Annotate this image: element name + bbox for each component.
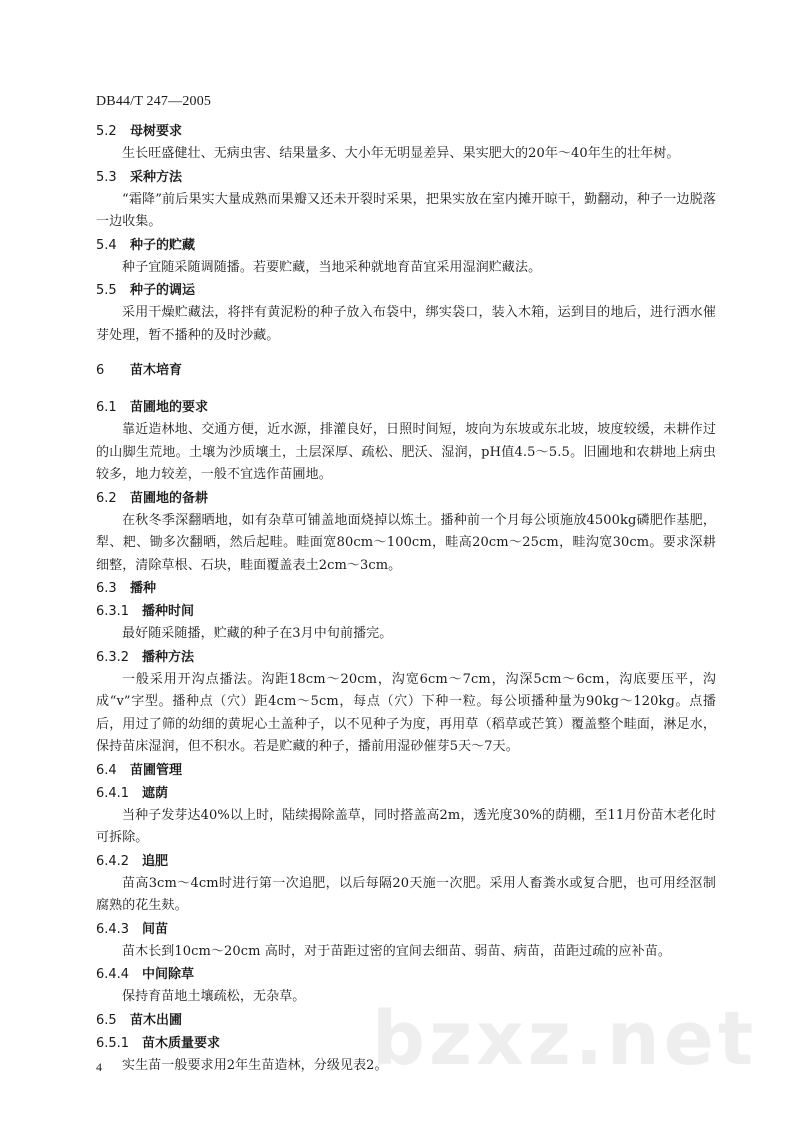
section-heading [96,646,716,669]
section-paragraph: “霜降”前后果实大量成熟而果瓣又还未开裂时采果，把果实放在室内摊开晾干，勤翻动，种子一边脱落一边收集。 [96,191,716,229]
section-title: 母树要求 [130,124,183,139]
section-heading [96,850,716,873]
section-number: 6.3 [96,581,117,596]
section-heading [96,487,716,510]
section-paragraph: 实生苗一般要求用2年生苗造林，分级见表2。 [122,1057,388,1073]
section-paragraph: 在秋冬季深翻晒地，如有杂草可铺盖地面烧掉以炼土。播种前一个月每公顷施放4500kg磷肥作基肥，犁、耙、锄多次翻晒，然后起畦。畦面宽80cm～100cm，畦高20cm～25cm，畦沟宽30cm。要求深耕细整，清除草根、石块，畦面覆盖表土2cm～3cm。 [96,512,716,573]
section-paragraph: 当种子发芽达40%以上时，陆续揭除盖草，同时搭盖高2m，透光度30%的荫棚，至11月份苗木老化时可拆除。 [96,807,716,845]
section-paragraph: 一般采用开沟点播法。沟距18cm～20cm，沟宽6cm～7cm，沟深5cm～6cm，沟底要压平，沟成“v”字型。播种点（穴）距4cm～5cm，每点（穴）下种一粒。每公顷播种量为90kg～120kg。点播后，用过了筛的幼细的黄坭心土盖种子，以不见种子为度，再用草（稻草或芒箕）覆盖整个畦面，淋足水，保持苗床湿润，但不积水。若是贮藏的种子，播前用湿砂催芽5天～7天。 [96,671,716,754]
section-heading [96,359,716,382]
section-number: 6.1 [96,400,117,415]
section-paragraph: 靠近造林地、交通方便，近水源，排灌良好，日照时间短，坡向为东坡或东北坡，坡度较缓，未耕作过的山脚生荒地。土壤为沙质壤土，土层深厚、疏松、肥沃、湿润，pH值4.5～5.5。旧圃地和农耕地上病虫较多，地力较差，一般不宜选作苗圃地。 [96,422,716,482]
section-paragraph: 苗木长到10cm～20cm 高时，对于苗距过密的宜间去细苗、弱苗、病苗，苗距过疏的应补苗。 [122,943,671,959]
section-title: 种子的贮藏 [130,237,196,253]
section-heading [96,963,716,986]
section-title: 苗圃地的备耕 [130,490,209,506]
section-title: 苗木培育 [130,363,183,378]
section-paragraph: 生长旺盛健壮、无病虫害、结果量多、大小年无明显差异、果实肥大的20年～40年生的壮年树。 [122,146,680,161]
section-heading [96,577,716,600]
section-title: 播种时间 [142,604,195,619]
section-title: 播种 [130,581,157,596]
section-title: 追肥 [142,853,169,869]
section-paragraph: 种子宜随采随调随播。若要贮藏，当地采种就地育苗宜采用湿润贮藏法。 [122,259,542,275]
section-heading [96,782,716,805]
section-heading [96,918,716,941]
section-heading [96,396,716,419]
section-number: 6.4.1 [96,785,130,801]
section-number: 6.5.1 [96,1035,130,1051]
section-number: 5.3 [96,169,117,185]
section-number: 5.5 [96,283,117,298]
section-heading [96,600,716,623]
section-title: 中间除草 [142,967,195,982]
section-title: 苗木质量要求 [142,1035,221,1051]
page-number: 4 [96,1060,102,1074]
section-number: 6.4.2 [96,853,130,869]
section-paragraph: 苗高3cm～4cm时进行第一次追肥，以后每隔20天施一次肥。采用人畜粪水或复合肥，也可用经沤制腐熟的花生麸。 [96,875,716,913]
section-title: 采种方法 [130,169,183,185]
section-title: 种子的调运 [130,283,196,298]
section-title: 遮荫 [142,785,169,801]
standard-code: DB44/T 247—2005 [96,94,212,109]
section-number: 6 [96,363,105,378]
section-number: 6.4.3 [96,921,130,937]
section-heading [96,166,716,189]
section-number: 6.4 [96,762,117,778]
section-number: 6.5 [96,1012,117,1028]
section-title: 苗圃管理 [130,762,183,778]
watermark-logo: bzxz.net [372,996,758,1082]
section-number: 6.3.2 [96,649,130,665]
section-heading [96,234,716,257]
section-paragraph: 保持育苗地土壤疏松，无杂草。 [122,989,306,1004]
section-title: 播种方法 [142,649,195,665]
section-title: 苗圃地的要求 [130,400,209,415]
section-number: 5.2 [96,124,117,139]
section-number: 6.3.1 [96,604,130,619]
section-title: 间苗 [142,921,169,937]
section-paragraph: 最好随采随播，贮藏的种子在3月中旬前播完。 [122,626,393,641]
section-paragraph: 采用干燥贮藏法，将拌有黄泥粉的种子放入布袋中，绑实袋口，装入木箱，运到目的地后，进行洒水催芽处理，暂不播种的及时沙藏。 [96,305,716,343]
section-heading [96,279,716,302]
section-number: 6.4.4 [96,967,130,982]
section-number: 5.4 [96,237,117,253]
section-heading [96,120,716,143]
section-title: 苗木出圃 [130,1012,183,1028]
document-body [96,120,716,1077]
section-number: 6.2 [96,490,117,506]
section-heading [96,759,716,782]
